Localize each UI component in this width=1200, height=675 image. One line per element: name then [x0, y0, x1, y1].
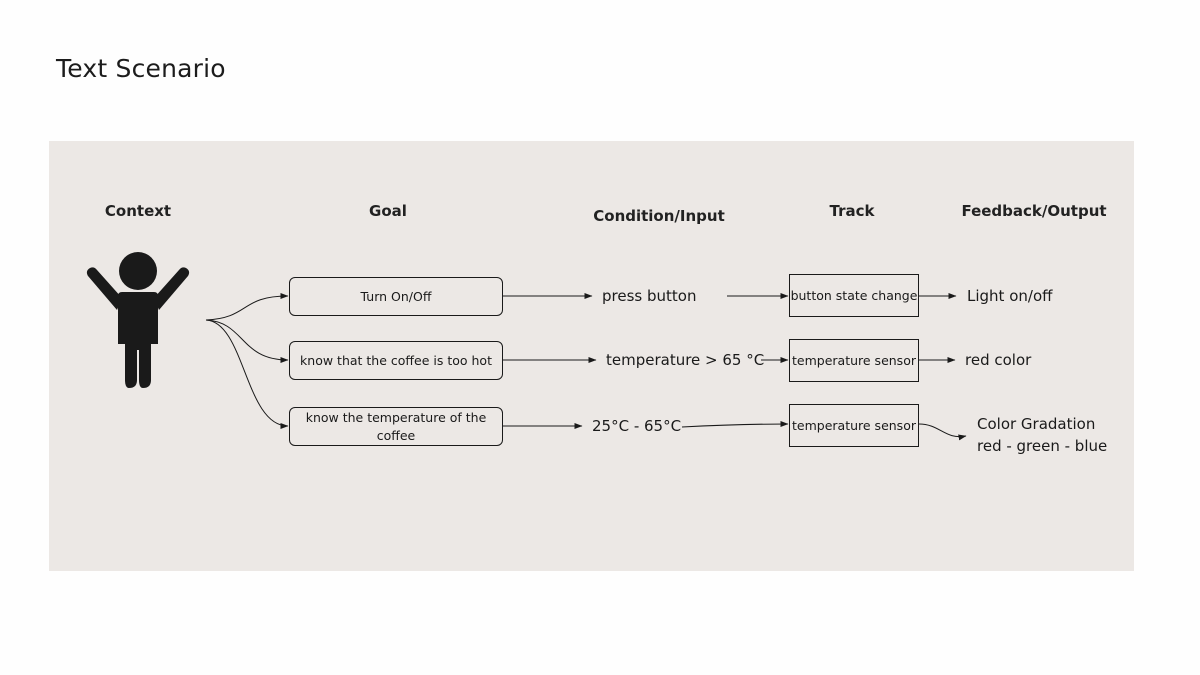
condition-text-3: 25°C - 65°C: [592, 417, 682, 435]
output-line: red - green - blue: [977, 437, 1108, 455]
track-box-1: button state change: [789, 274, 919, 317]
branch-line-3: [206, 320, 288, 426]
header-track: Track: [829, 202, 875, 220]
person-arms-up-icon: [87, 252, 189, 388]
output-text-1: [967, 285, 1052, 307]
branch-line-1: [206, 296, 288, 320]
condition-text-1: press button: [602, 287, 697, 305]
arrow-track-output-3: [919, 424, 966, 437]
page-title: Text Scenario: [56, 54, 226, 83]
condition-text-2: temperature > 65 °C: [606, 351, 765, 369]
goal-box-1: Turn On/Off: [289, 277, 503, 316]
output-text-2: [965, 349, 1031, 371]
output-line: Color Gradation: [977, 415, 1096, 433]
track-box-2: temperature sensor: [789, 339, 919, 382]
header-goal: Goal: [369, 202, 407, 220]
header-feedback: Feedback/Output: [961, 202, 1107, 220]
header-context: Context: [104, 202, 172, 220]
arrow-condition-track-3: [682, 424, 788, 427]
header-condition: Condition/Input: [593, 207, 725, 225]
output-line: red color: [965, 351, 1032, 369]
output-line: Light on/off: [967, 287, 1053, 305]
goal-box-3: know the temperature of the coffee: [289, 407, 503, 446]
track-box-3: temperature sensor: [789, 404, 919, 447]
goal-box-2: know that the coffee is too hot: [289, 341, 503, 380]
output-text-3: [977, 413, 1107, 457]
branch-line-2: [206, 320, 288, 360]
